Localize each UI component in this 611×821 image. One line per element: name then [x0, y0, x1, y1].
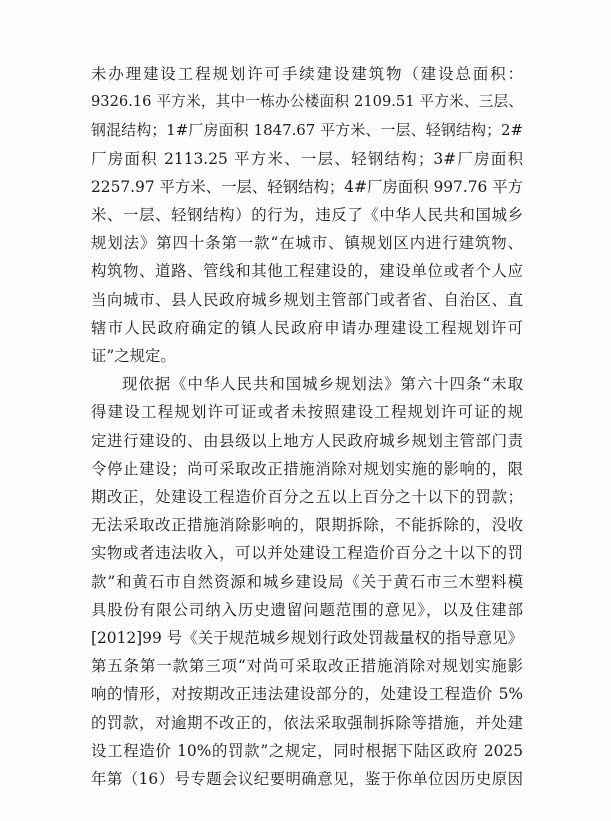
text-line: 设工程造价 10%的罚款”之规定，同时根据下陆区政府 2025 [91, 741, 523, 760]
text-line: 年第（16）号专题会议纪要明确意见，鉴于你单位因历史原因 [91, 770, 523, 789]
text-line: 未办理建设工程规划许可手续建设建筑物（建设总面积： [91, 65, 523, 83]
text-line: 当向城市、县人民政府城乡规划主管部门或者省、自治区、直 [91, 290, 523, 309]
text-line: 无法采取改正措施消除影响的，限期拆除，不能拆除的，没收 [91, 516, 523, 535]
text-line: 构筑物、道路、管线和其他工程建设的，建设单位或者个人应 [91, 262, 523, 281]
text-line: 得建设工程规划许可证或者未按照建设工程规划许可证的规 [91, 403, 523, 422]
text-line: [2012]99 号《关于规范城乡规划行政处罚裁量权的指导意见》 [91, 629, 523, 648]
text-line: 的罚款，对逾期不改正的，依法采取强制拆除等措施，并处建 [91, 713, 523, 732]
text-line: 具股份有限公司纳入历史遗留问题范围的意见》，以及住建部 [91, 600, 523, 619]
text-line: 规划法》第四十条第一款“在城市、镇规划区内进行建筑物、 [91, 234, 523, 253]
paragraph-violation [91, 60, 523, 370]
text-line: 令停止建设；尚可采取改正措施消除对规划实施的影响的，限 [91, 459, 523, 478]
text-line: 证”之规定。 [91, 347, 176, 366]
text-line: 响的情形，对按期改正违法建设部分的，处建设工程造价 5% [91, 685, 523, 704]
text-line: 实物或者违法收入，可以并处建设工程造价百分之十以下的罚 [91, 544, 523, 563]
text-line: 厂房面积 2113.25 平方米、一层、轻钢结构；3#厂房面积 [91, 149, 523, 168]
text-line: 米、一层、轻钢结构）的行为，违反了《中华人民共和国城乡 [91, 206, 523, 225]
text-line: 定进行建设的、由县级以上地方人民政府城乡规划主管部门责 [91, 431, 523, 450]
text-line: 现依据《中华人民共和国城乡规划法》第六十四条“未取 [122, 375, 523, 394]
text-line: 钢混结构；1#厂房面积 1847.67 平方米、一层、轻钢结构；2# [91, 121, 523, 140]
text-line: 2257.97 平方米、一层、轻钢结构；4#厂房面积 997.76 平方 [91, 177, 523, 196]
text-line: 第五条第一款第三项“对尚可采取改正措施消除对规划实施影 [91, 657, 523, 676]
text-line: 期改正，处建设工程造价百分之五以上百分之十以下的罚款； [91, 488, 523, 507]
text-line: 款”和黄石市自然资源和城乡建设局《关于黄石市三木塑料模 [91, 572, 523, 591]
text-line: 辖市人民政府确定的镇人民政府申请办理建设工程规划许可 [91, 318, 523, 337]
paragraph-legal-basis [91, 370, 523, 793]
text-line: 9326.16 平方米，其中一栋办公楼面积 2109.51 平方米、三层、 [91, 93, 523, 111]
document-body [91, 60, 523, 793]
